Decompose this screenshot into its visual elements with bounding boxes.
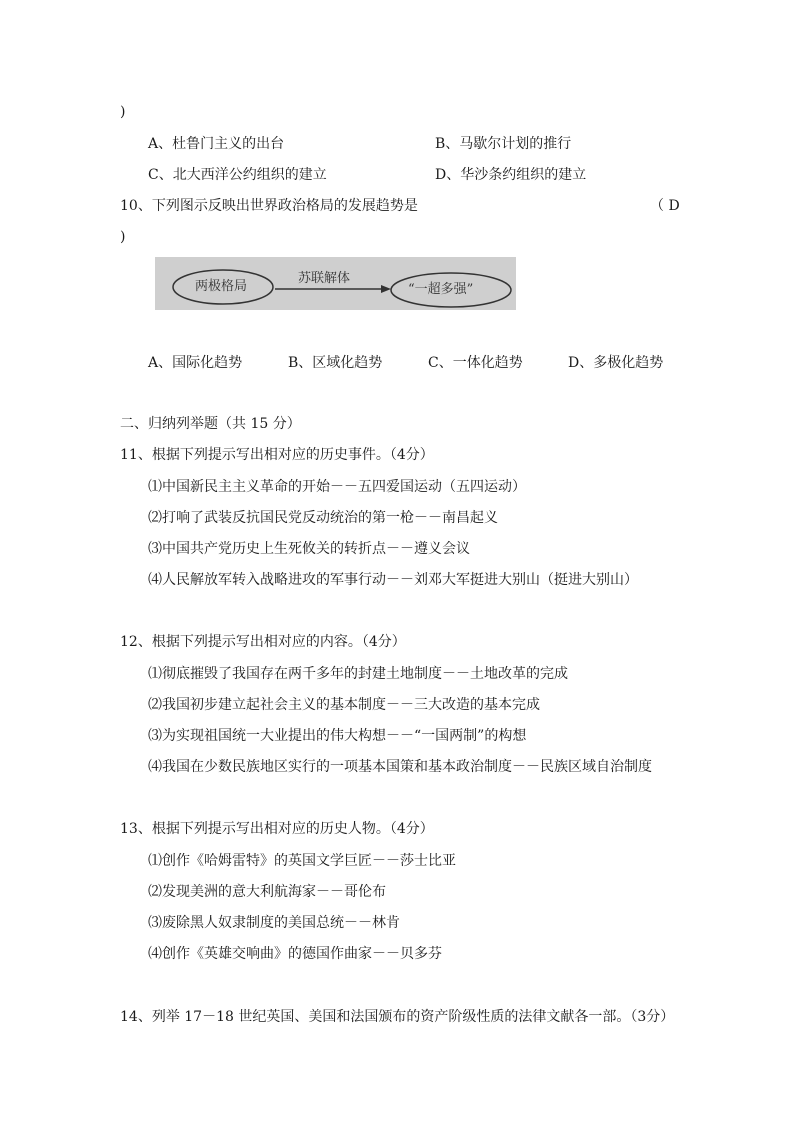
section-heading: 二、归纳列举题（共 15 分） bbox=[120, 416, 301, 432]
q11-item-1: ⑴中国新民主主义革命的开始－－五四爱国运动（五四运动） bbox=[148, 479, 526, 495]
left-node-label: 两极格局 bbox=[195, 279, 248, 294]
q14-question: 14、列举 17－18 世纪英国、美国和法国颁布的资产阶级性质的法律文献各一部。（3分） bbox=[120, 1009, 675, 1025]
q13-question: 13、根据下列提示写出相对应的历史人物。（4分） bbox=[120, 821, 434, 837]
q12-item-4: ⑷我国在少数民族地区实行的一项基本国策和基本政治制度－－民族区域自治制度 bbox=[148, 759, 652, 775]
right-node-label: “一超多强” bbox=[408, 282, 474, 297]
q12-item-1: ⑴彻底摧毁了我国存在两千多年的封建土地制度－－土地改革的完成 bbox=[148, 666, 568, 682]
q10-option-c: C、一体化趋势 bbox=[428, 355, 523, 371]
q13-item-2: ⑵发现美洲的意大利航海家－－哥伦布 bbox=[148, 884, 386, 900]
q9-option-b: B、马歇尔计划的推行 bbox=[435, 136, 572, 152]
political-pattern-diagram bbox=[155, 257, 516, 310]
q9-tail: ) bbox=[120, 104, 126, 120]
q13-item-1: ⑴创作《哈姆雷特》的英国文学巨匠－－莎士比亚 bbox=[148, 853, 456, 869]
q11-question: 11、根据下列提示写出相对应的历史事件。（4分） bbox=[120, 447, 434, 463]
q11-item-3: ⑶中国共产党历史上生死攸关的转折点－－遵义会议 bbox=[148, 541, 470, 557]
q9-option-a: A、杜鲁门主义的出台 bbox=[148, 136, 285, 152]
q10-option-b: B、区域化趋势 bbox=[288, 355, 383, 371]
arrow-label: 苏联解体 bbox=[298, 271, 351, 286]
q13-item-4: ⑷创作《英雄交响曲》的德国作曲家－－贝多芬 bbox=[148, 946, 442, 962]
q9-option-d: D、华沙条约组织的建立 bbox=[435, 167, 587, 183]
q10-tail: ) bbox=[120, 229, 126, 245]
q12-question: 12、根据下列提示写出相对应的内容。（4分） bbox=[120, 634, 406, 650]
q13-item-3: ⑶废除黑人奴隶制度的美国总统－－林肯 bbox=[148, 915, 400, 931]
q10-answer: （ D bbox=[650, 198, 680, 214]
q12-item-2: ⑵我国初步建立起社会主义的基本制度－－三大改造的基本完成 bbox=[148, 697, 540, 713]
q11-item-4: ⑷人民解放军转入战略进攻的军事行动－－刘邓大军挺进大别山（挺进大别山） bbox=[148, 572, 638, 588]
q9-option-c: C、北大西洋公约组织的建立 bbox=[148, 167, 327, 183]
q10-option-a: A、国际化趋势 bbox=[148, 355, 243, 371]
q10-question: 10、下列图示反映出世界政治格局的发展趋势是 bbox=[120, 198, 418, 214]
q10-option-d: D、多极化趋势 bbox=[568, 355, 664, 371]
q11-item-2: ⑵打响了武装反抗国民党反动统治的第一枪－－南昌起义 bbox=[148, 510, 498, 526]
arrow-head bbox=[381, 285, 391, 293]
q12-item-3: ⑶为实现祖国统一大业提出的伟大构想－－“一国两制”的构想 bbox=[148, 728, 527, 744]
